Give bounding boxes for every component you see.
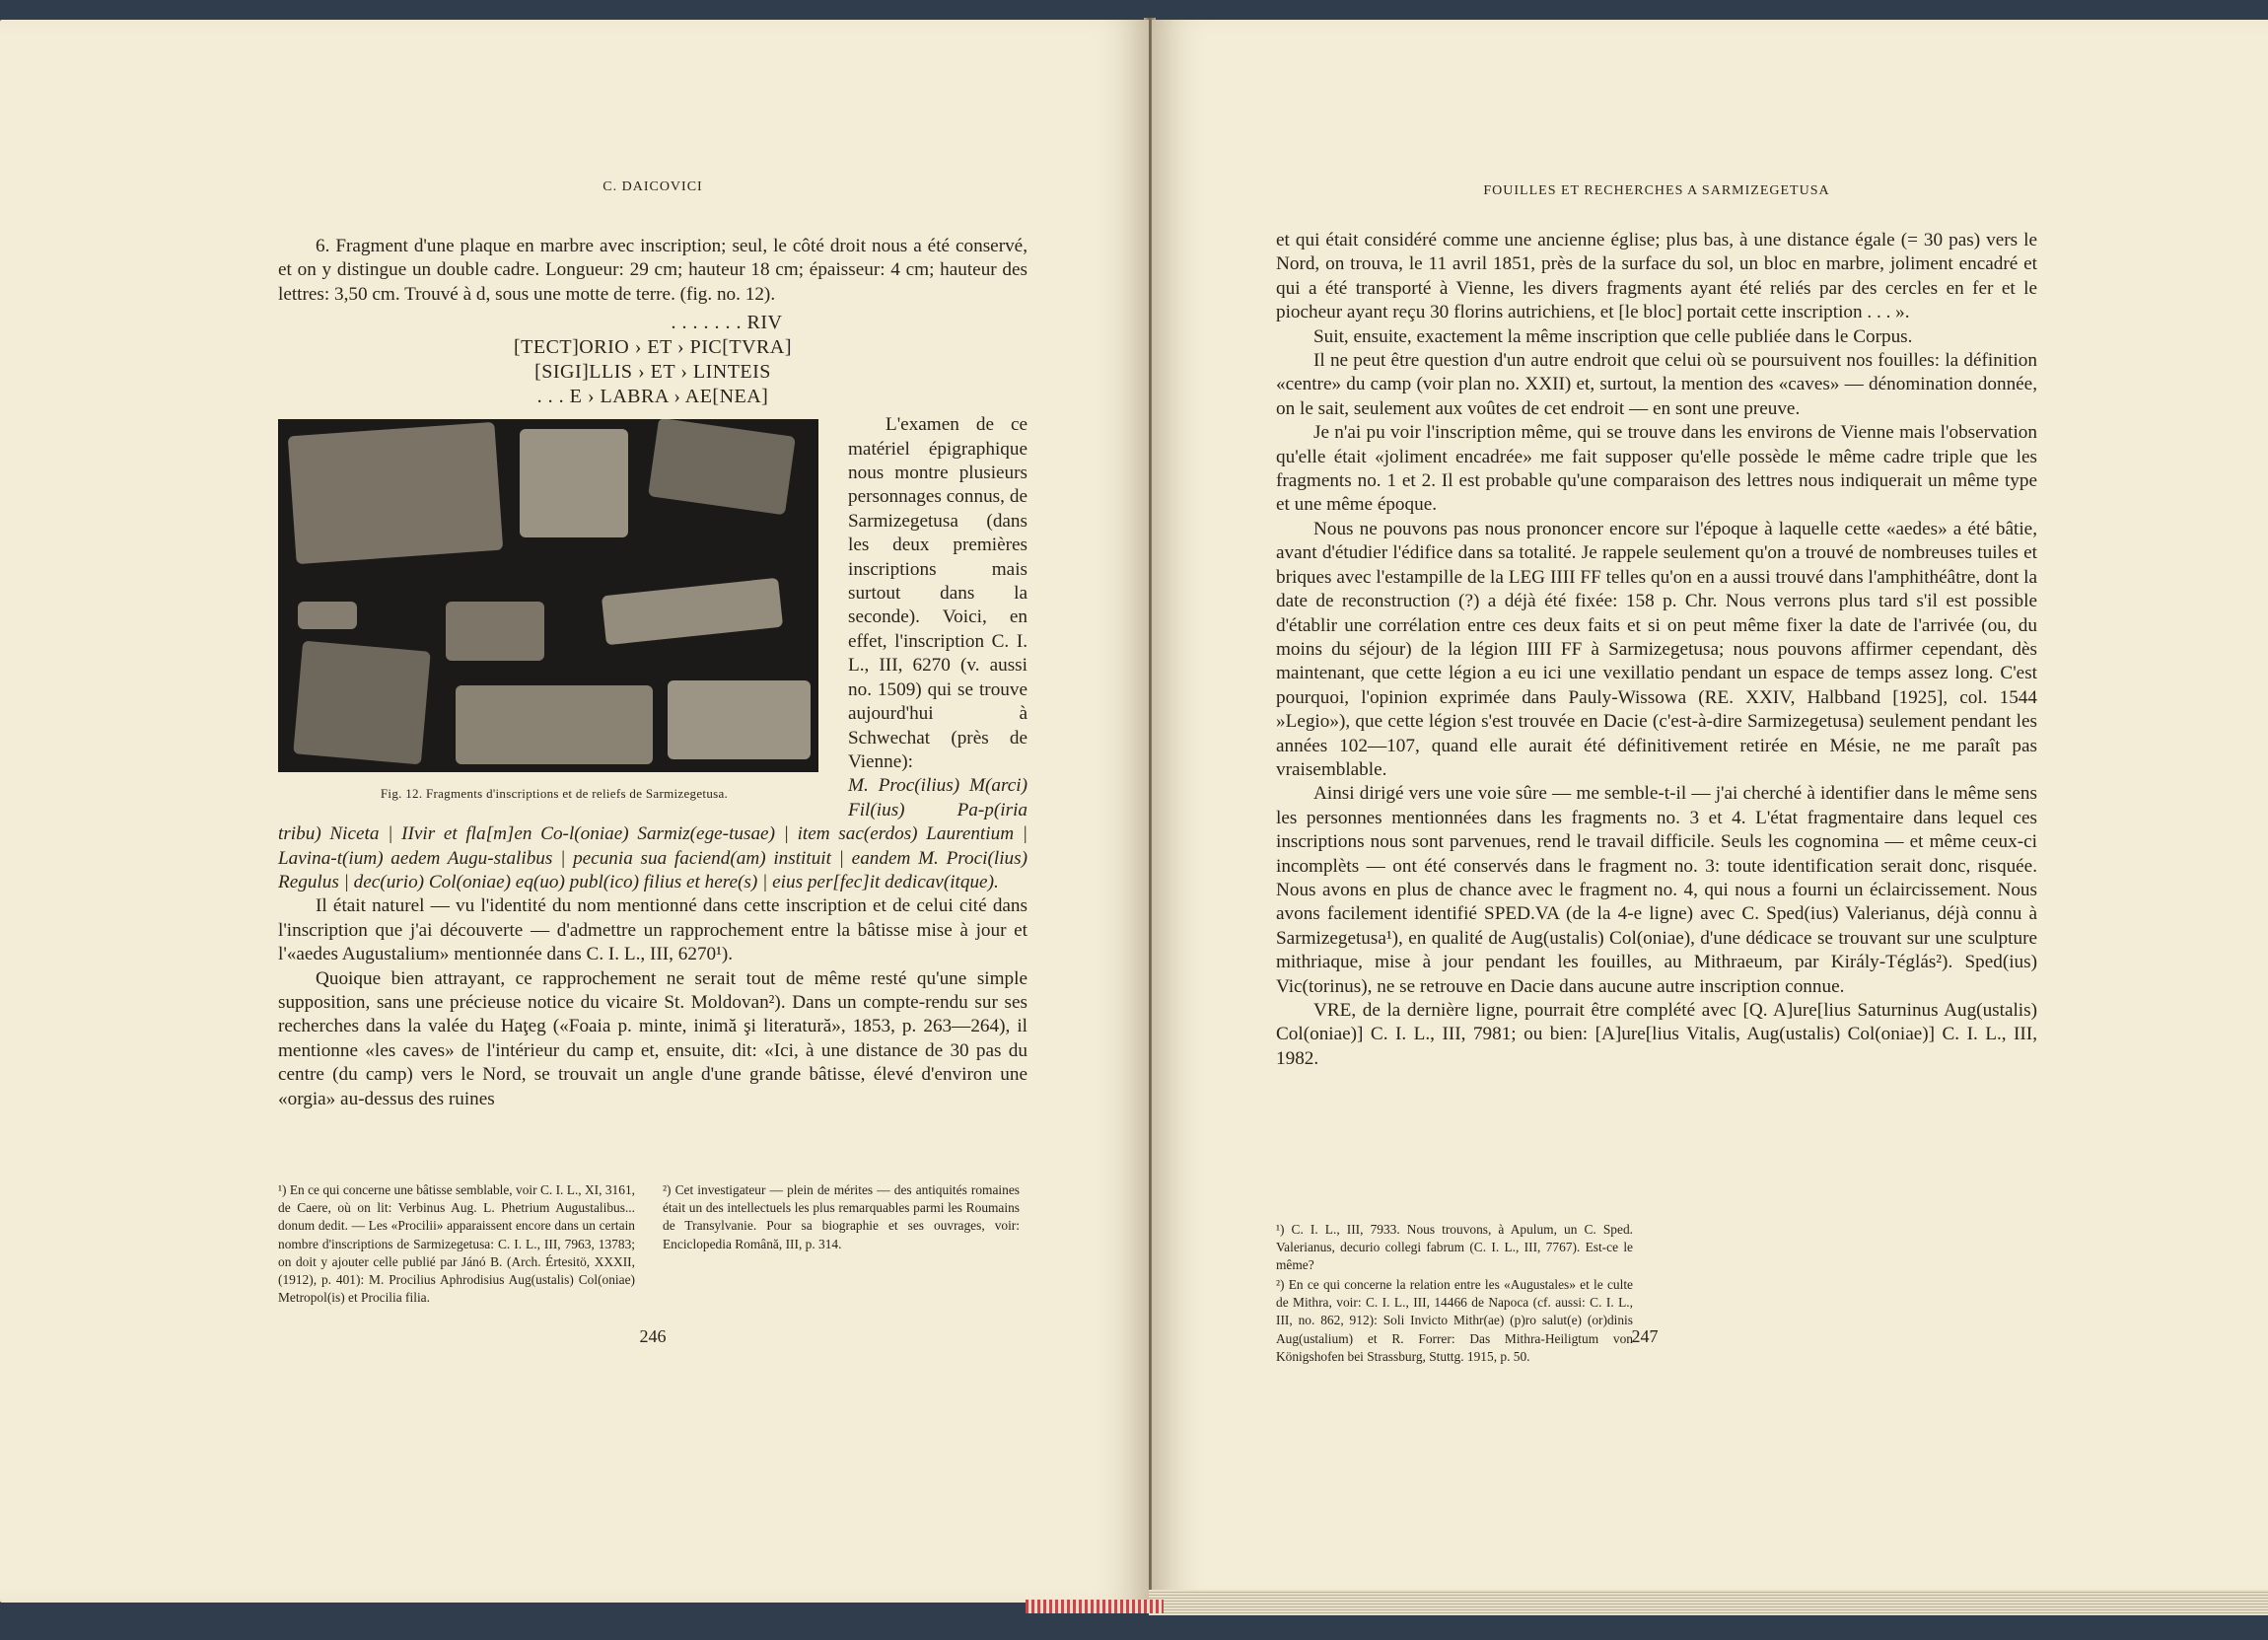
inscription-line: [SIGI]LLIS › ET › LINTEIS [534, 361, 771, 384]
inscription-text [278, 311, 1028, 409]
paragraph-ne-peut: Il ne peut être question d'un autre endroit que celui où se poursuivent nos fouilles: la définition «centre» du camp (voir plan no. XXII) et, surtout, la mention des «caves» — dénomination donnée, on le sait, seulement aux voûtes de cet endroit — en sont une preuve. [1276, 350, 2037, 419]
right-page [1152, 20, 2268, 1603]
footnote-2: ²) Cet investigateur — plein de mérites — des antiquités romaines était un des intellectuels les plus remarquables parmi les Roumains de Transylvanie. Pour sa biographie et ses ouvrages, voir: Enciclopedia Română, III, p. 314. [663, 1182, 1020, 1251]
paragraph-je-nai: Je n'ai pu voir l'inscription même, qui se trouve dans les environs de Vienne mais l'observation qu'elle était «joliment encadrée» me fait supposer qu'elle possède le même cadre triple que les fragments no. 1 et 2. Il est probable qu'une comparaison des lettres nous indiquerait un même type et une même époque. [1276, 422, 2037, 516]
figure-12 [278, 419, 830, 802]
running-head-left: C. DAICOVICI [602, 179, 703, 194]
paragraph-examen: L'examen de ce matériel épigraphique nous montre plusieurs personnages connus, de Sarmizegetusa (dans les deux premières inscriptions mais surtout dans la seconde). Voici, en effet, l'inscription C. I. L., III, 6270 (v. aussi no. 1509) qui se trouve aujourd'hui à Schwechat (près de Vienne): [848, 414, 1028, 772]
paragraph-continuation: et qui était considéré comme une ancienne église; plus bas, à une distance égale (= 30 pas) vers le Nord, on trouva, le 11 avril 1851, près de la surface du sol, un bloc en marbre, joliment encadré et qui a été transporté à Vienne, les divers fragments ayant été reliés par des cercles en fer et le piocheur ayant reçu 30 florins autrichiens, et [le bloc] portait cette inscription . . . ». [1276, 230, 2037, 323]
paragraph-ainsi: Ainsi dirigé vers une voie sûre — me semble-t-il — j'ai cherché à identifier dans le même sens les personnes mentionnées dans les fragments no. 3 et 4. L'état fragmentaire dans lequel ces inscriptions nous sont parvenues, rend le travail difficile. Seuls les cognomina — et même ceux-ci incomplèts — ont été conservés dans le fragment no. 3: toute identification serait donc, risquée. Nous avons en plus de chance avec le fragment no. 4, qui nous a fourni un éclaircissement. Nous avons facilement identifié SPED.VA (de la 4-e ligne) avec C. Sped(ius) Valerianus, déjà connu à Sarmizegetusa¹), en qualité de Aug(ustalis) Col(oniae), d'une dédicace se trouvant sur une sculpture mithriaque, mise à jour pendant les fouilles, au Mithraeum, par Király-Téglás²). Sped(ius) Vic(torinus), ne se retrouve en Dacie dans aucune autre inscription connue. [1276, 783, 2037, 997]
paragraph-naturel: Il était naturel — vu l'identité du nom mentionné dans cette inscription et de celui cité dans l'inscription que j'ai découverte — d'admettre un rapprochement entre la bâtisse mise à jour et l'«aedes Augustalium» mentionnée dans C. I. L., III, 6270¹). [278, 895, 1028, 965]
figure-caption: Fig. 12. Fragments d'inscriptions et de reliefs de Sarmizegetusa. [380, 786, 729, 802]
footnote-2: ²) En ce qui concerne la relation entre les «Augustales» et le culte de Mithra, voir: C. I. L., III, 14466 de Napoca (cf. aussi: C. I. L., III, no. 862, 912): Soli Invicto Mithr(ae) (p)ro salut(e) (or)dinis Aug(ustalium) et R. Forrer: Das Mithra-Heiligtum von Königshofen bei Strassburg, Stuttg. 1915, p. 50. [1276, 1277, 1633, 1364]
footnotes-left [278, 1181, 1028, 1319]
inscription-line: [TECT]ORIO › ET › PIC[TVRA] [514, 336, 792, 359]
paragraph-suit: Suit, ensuite, exactement la même inscription que celle publiée dans le Corpus. [1313, 325, 1913, 347]
left-page [0, 20, 1149, 1603]
running-head-right: FOUILLES ET RECHERCHES A SARMIZEGETUSA [1483, 183, 1830, 198]
latin-inscription-quote: M. Proc(ilius) M(arci) Fil(ius) Pa-p(iria tribu) Niceta | IIvir et fla[m]en Co-l(oniae) Sarmiz(ege-tusae) | item sac(erdos) Laurentium | Lavina-t(ium) aedem Augu-stalibus | pecunia sua faciend(am) instituit | eandem M. Proci(lius) Regulus | dec(urio) Col(oniae) eq(uo) publ(ico) filius et here(s) | eius per[fec]it dedicav(itque). [278, 775, 1028, 892]
page-number-right: 247 [1631, 1326, 1659, 1346]
inscription-line: . . . . . . . RIV [671, 312, 783, 334]
paragraph-fragment-6: 6. Fragment d'une plaque en marbre avec inscription; seul, le côté droit nous a été conservé, et on y distingue un double cadre. Longueur: 29 cm; hauteur 18 cm; épaisseur: 4 cm; hauteur des lettres: 3,50 cm. Trouvé à d, sous une motte de terre. (fig. no. 12). [278, 236, 1028, 305]
fragments-photograph [278, 419, 818, 772]
inscription-line: . . . E › LABRA › AE[NEA] [536, 386, 769, 408]
left-column [278, 235, 1028, 1111]
page-number-left: 246 [639, 1326, 667, 1346]
paragraph-nous: Nous ne pouvons pas nous prononcer encore sur l'époque à laquelle cette «aedes» a été bâtie, avant d'étudier l'édifice dans sa totalité. Je rappele seulement qu'on a trouvé de nombreuses tuiles et briques avec l'estampille de la LEG IIII FF telles qu'on en a aussi trouvé dans l'amphithéâtre, dont la date de reconstruction (?) a déjà été fixée: 158 p. Chr. Nous verrons plus tard s'il est possible d'établir une corrélation entre ces deux faits et si on peut même fixer la date de l'arrivée (ou, du moins du séjour) de la légion IIII FF à Sarmizegetusa; nous pouvons affirmer cependant, dès maintenant, que cette légion a eu ici une vexillatio pendant un espace de temps assez long. C'est pourquoi, l'opinion exprimée dans Pauly-Wissowa (RE. XXIV, Halbband [1925], col. 1544 »Legio»), que cette légion s'est trouvée en Dacie (c'est-à-dire Sarmizegetusa) seulement pendant les années 102—107, quand elle aurait été définitivement retirée en Mésie, ne me paraît pas vraisemblable. [1276, 518, 2037, 780]
spine-headband [1026, 1600, 1164, 1613]
paragraph-quoique: Quoique bien attrayant, ce rapprochement ne serait tout de même resté qu'une simple supposition, sans une précieuse notice du vicaire St. Moldovan²). Dans un compte-rendu sur ses recherches dans la valée du Haţeg («Foaia p. minte, inimă şi literatură», 1853, p. 263—264), il mentionne «les caves» de l'intérieur du camp et, ensuite, dit: «Ici, à une distance de 30 pas du centre (du camp) vers le Nord, se trouvait un angle d'une grande bâtisse, élevé d'environ une «orgia» au-dessus des ruines [278, 967, 1028, 1109]
page-edges [1149, 1590, 2268, 1615]
footnote-1: ¹) C. I. L., III, 7933. Nous trouvons, à Apulum, un C. Sped. Valerianus, decurio collegi fabrum (C. I. L., III, 7767). Est-ce le même? [1276, 1222, 1633, 1273]
right-column [1276, 229, 2037, 1071]
footnote-1: ¹) En ce qui concerne une bâtisse semblable, voir C. I. L., XI, 3161, de Caere, où on lit: Verbinus Aug. L. Phetrium Augustalibus... donum dedit. — Les «Procilii» apparaissent encore dans un certain nombre d'inscriptions de Sarmizegetusa: C. I. L., III, 7963, 13783; on doit y ajouter celle publié par Jánó B. (Arch. Értesitö, XXXII, (1912), p. 401): M. Procilius Aphrodisius Aug(ustalis) Col(oniae) Metropol(is) et Procilia filia. [278, 1182, 635, 1306]
paragraph-vre: VRE, de la dernière ligne, pourrait être complété avec [Q. A]ure[lius Saturninus Aug(ustalis) Col(oniae)] C. I. L., III, 7981; ou bien: [A]ure[lius Vitalis, Aug(ustalis) Col(oniae)] C. I. L., III, 1982. [1276, 1000, 2037, 1069]
